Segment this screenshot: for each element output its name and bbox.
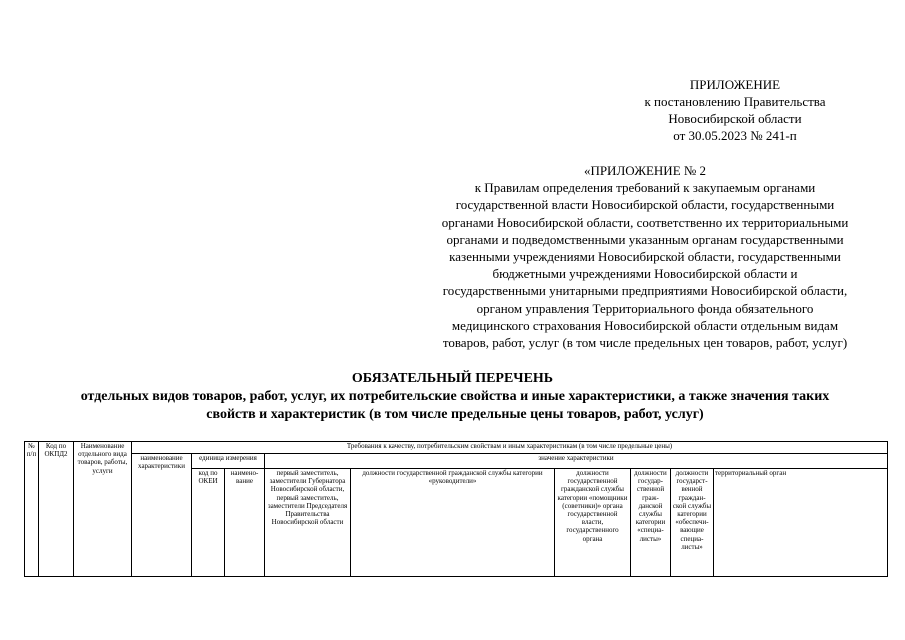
rules-line: медицинского страхования Новосибирской области отдельным видам: [451, 317, 839, 333]
rules-line: органами Новосибирской области, соответственно их территориальными: [441, 214, 849, 230]
col-unit-name-header: наимено-вание: [225, 469, 265, 577]
col-characteristic-header: наименование характеристики: [132, 454, 192, 577]
requirements-header: Требования к качеству, потребительским свойствам и иным характеристикам (в том числе предельные цены): [132, 442, 888, 454]
rules-line: «ПРИЛОЖЕНИЕ № 2: [583, 163, 707, 178]
col-name-header: Наименование отдельного вида товаров, работы, услуги: [74, 442, 132, 577]
rules-appendix-block: [395, 162, 895, 351]
position-specialists: должности государ-ственной граж-данской службы категории «специа-листы»: [631, 469, 671, 577]
document-subtitle: [30, 388, 880, 424]
rules-line: казенными учреждениями Новосибирской области, государственными: [449, 249, 841, 265]
rules-line: бюджетными учреждениями Новосибирской области и: [492, 266, 798, 282]
position-managers: должности государственной гражданской службы категории «руководители»: [351, 469, 555, 577]
col-unit-header: единица измерения: [192, 454, 265, 469]
position-governor-deputies: первый заместитель, заместители Губернатора Новосибирской области, первый заместитель, заместители Председателя Правительства Новосибирской области: [265, 469, 351, 577]
requirements-table: [24, 441, 888, 577]
rules-line: к Правилам определения требований к закупаемым органами: [474, 180, 816, 196]
rules-line: органами и подведомственными указанным органам государственными: [446, 231, 844, 247]
position-support-specialists: должности государст-венной граждан-ской службы категории «обеспечи-вающие специа-листы»: [671, 469, 714, 577]
rules-line: органом управления Территориального фонда обязательного: [476, 300, 814, 316]
appendix-region: Новосибирской области: [668, 111, 802, 126]
col-number-header: № п/п: [25, 442, 39, 577]
appendix-date-number: от 30.05.2023 № 241-п: [673, 128, 797, 143]
rules-line: государственной власти Новосибирской области, государственными: [455, 197, 835, 213]
col-okei-header: код по ОКЕИ: [192, 469, 225, 577]
subtitle-line: свойств и характеристик (в том числе предельные цены товаров, работ, услуг): [206, 407, 704, 422]
appendix-title: ПРИЛОЖЕНИЕ: [689, 77, 781, 92]
rules-line: государственными унитарными предприятиями Новосибирской области,: [442, 283, 848, 299]
document-title: ОБЯЗАТЕЛЬНЫЙ ПЕРЕЧЕНЬ: [351, 371, 554, 386]
rules-line: товаров, работ, услуг (в том числе предельных цен товаров, работ, услуг): [442, 335, 848, 351]
position-assistants: должности государственной гражданской службы категории «помощники (советники)» органа государственной власти, государственного органа: [555, 469, 631, 577]
col-value-header: значение характеристики: [265, 454, 888, 469]
subtitle-line: отдельных видов товаров, работ, услуг, их потребительские свойства и иные характеристики, а также значения таких: [80, 389, 830, 404]
appendix-resolution: к постановлению Правительства: [644, 94, 826, 109]
col-okpd2-header: Код по ОКПД2: [39, 442, 74, 577]
appendix-block: [560, 76, 905, 144]
position-territorial-body: территориальный орган: [714, 469, 888, 577]
